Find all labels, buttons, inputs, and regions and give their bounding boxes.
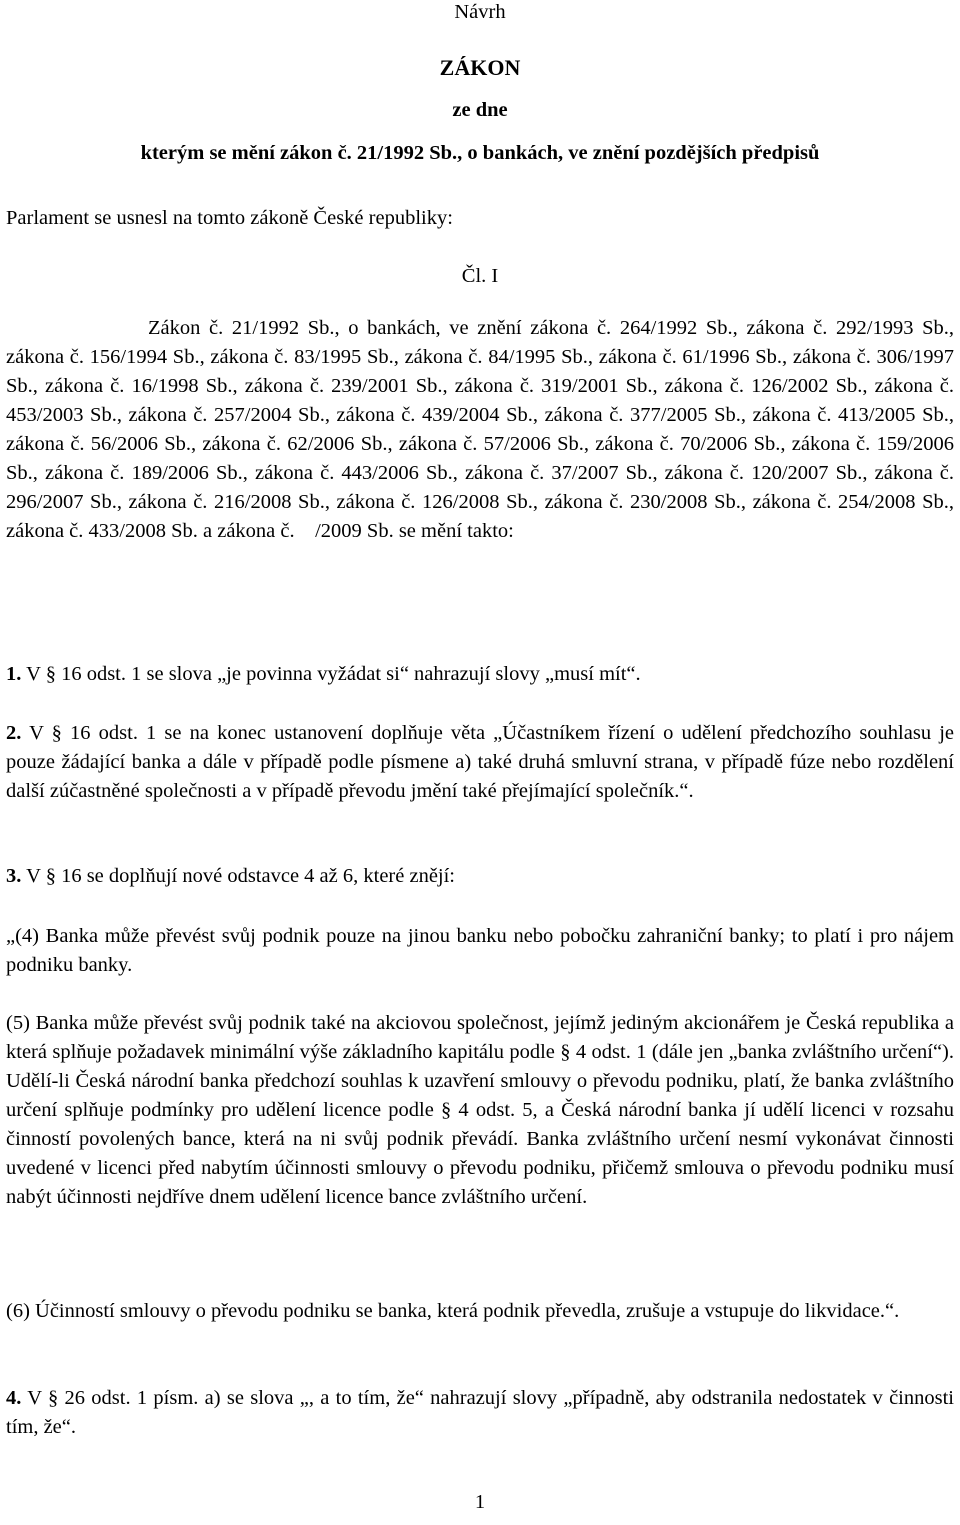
amended-laws-paragraph: Zákon č. 21/1992 Sb., o bankách, ve znění zákona č. 264/1992 Sb., zákona č. 292/1993 Sb., zákona č. 156/1994 Sb., zákona č. 83/1995 Sb., zákona č. 84/1995 Sb., zákona č. 61/1996 Sb., zákona č. 306/1997 Sb., zákona č. 16/1998 Sb., zákona č. 239/2001 Sb., zákona č. 319/2001 Sb., zákona č. 126/2002 Sb., zákona č. 453/2003 Sb., zákona č. 257/2004 Sb., zákona č. 439/2004 Sb., zákona č. 377/2005 Sb., zákona č. 413/2005 Sb., zákona č. 56/2006 Sb., zákona č. 62/2006 Sb., zákona č. 57/2006 Sb., zákona č. 70/2006 Sb., zákona č. 159/2006 Sb., zákona č. 189/2006 Sb., zákona č. 443/2006 Sb., zákona č. 37/2007 Sb., zákona č. 120/2007 Sb., zákona č. 296/2007 Sb., zákona č. 216/2008 Sb., zákona č. 126/2008 Sb., zákona č. 230/2008 Sb., zákona č. 254/2008 Sb., zákona č. 433/2008 Sb. a zákona č. /2009 Sb. se mění takto: [6,317,954,542]
item-text: V § 16 odst. 1 se na konec ustanovení doplňuje věta „Účastníkem řízení o udělení předchozího souhlasu je pouze žádající banka a dále v případě podle písmene a) také druhá smluvní strana, v případě fúze nebo rozdělení další zúčastněné společnosti a v případě převodu jmění také přejímající společník.“. [6,722,954,802]
draft-label: Návrh [454,1,506,23]
new-paragraph-5: (5) Banka může převést svůj podnik také na akciovou společnost, jejímž jediným akcionářem je Česká republika a která splňuje požadavek minimální výše základního kapitálu podle § 4 odst. 1 (dále jen „banka zvláštního určení“). Udělí-li Česká národní banka předchozí souhlas k uzavření smlouvy o převodu podniku, platí, že banka zvláštního určení splňuje podmínky pro udělení licence podle § 4 odst. 5, a Česká národní banka jí udělí licenci v rozsahu činností povolených bance, která na ni svůj podnik převádí. Banka zvláštního určení nesmí vykonávat činnosti uvedené v licenci před nabytím účinnosti smlouvy o převodu podniku, přičemž smlouva o převodu podniku musí nabýt účinnosti nejdříve dnem udělení licence bance zvláštního určení. [6,1012,954,1208]
intro-sentence: Parlament se usnesl na tomto zákoně České republiky: [6,207,453,229]
item-text: V § 16 se doplňují nové odstavce 4 až 6, které znějí: [21,865,455,887]
document-page [6,0,954,1525]
item-number: 2. [6,722,22,744]
date-line: ze dne [452,99,508,121]
page-number: 1 [474,1491,486,1513]
amendment-item-1 [6,660,954,689]
amendment-item-4 [6,1384,954,1442]
amendment-item-2 [6,719,954,806]
item-number: 3. [6,865,22,887]
item-number: 4. [6,1387,22,1409]
item-text: V § 16 odst. 1 se slova „je povinna vyžádat si“ nahrazují slovy „musí mít“. [21,663,641,685]
article-heading: Čl. I [461,265,499,287]
item-number: 1. [6,663,22,685]
law-title: ZÁKON [439,55,521,80]
new-paragraph-4: „(4) Banka může převést svůj podnik pouze na jinou banku nebo pobočku zahraniční banky; to platí i pro nájem podniku banky. [6,925,954,976]
new-paragraph-6: (6) Účinností smlouvy o převodu podniku se banka, která podnik převedla, zrušuje a vstupuje do likvidace.“. [6,1300,900,1322]
item-text: V § 26 odst. 1 písm. a) se slova „, a to tím, že“ nahrazují slovy „případně, aby odstranila nedostatek v činnosti tím, že“. [6,1387,954,1438]
law-subject: kterým se mění zákon č. 21/1992 Sb., o bankách, ve znění pozdějších předpisů [140,142,820,164]
amendment-item-3 [6,862,954,891]
